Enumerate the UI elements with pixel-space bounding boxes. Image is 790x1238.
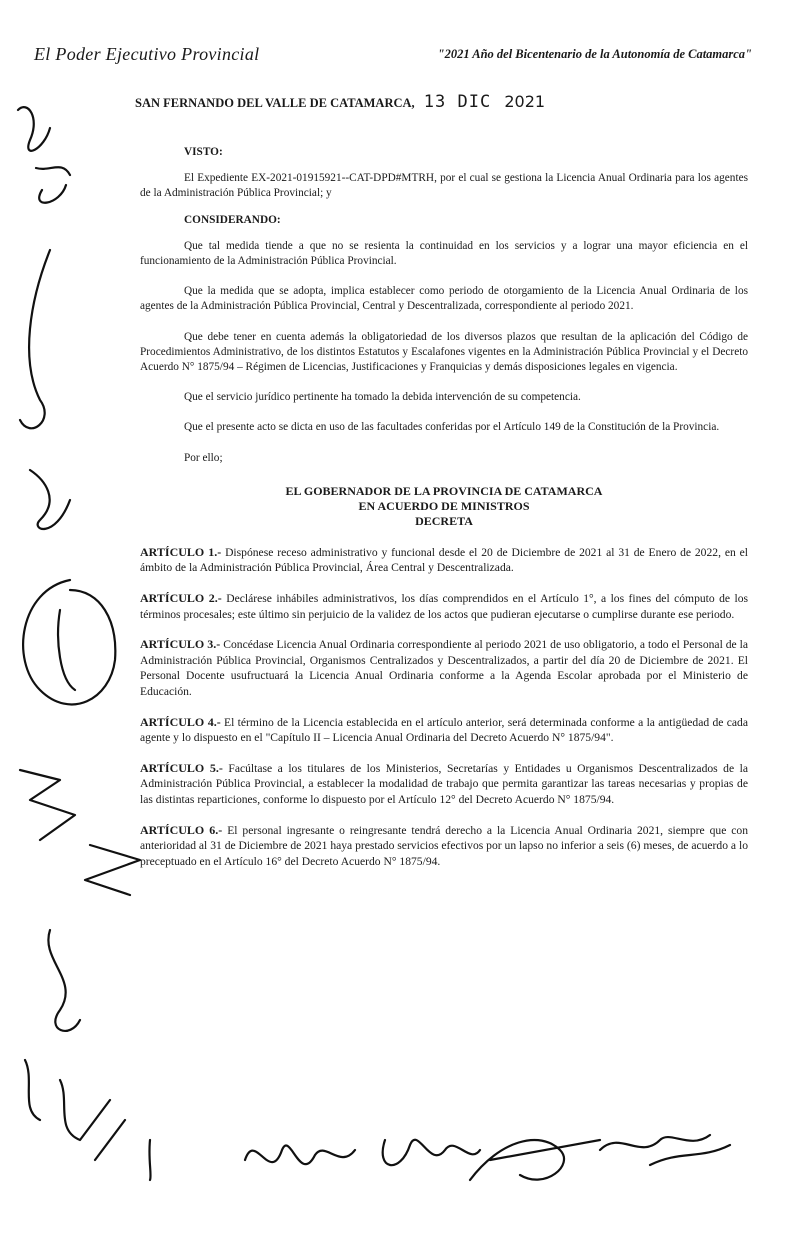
dateline-place: SAN FERNANDO DEL VALLE DE CATAMARCA, xyxy=(135,96,415,110)
article-label: ARTÍCULO 2.- xyxy=(140,591,222,606)
considerando-paragraph: Que tal medida tiende a que no se resienta la continuidad en los servicios y a lograr una mayor eficiencia en el funcionamiento de la Administración Pública Provincial. xyxy=(140,239,748,268)
article-text: El personal ingresante o reingresante tendrá derecho a la Licencia Anual Ordinaria 2021, siempre que con anterioridad al 31 de Diciembre de 2021 haya prestado servicios efectivos por un lapso no inferior a seis (6) meses, de acuerdo a lo preceptuado en el Artículo 16° del Decreto Acuerdo N° 1875/94. xyxy=(140,823,748,868)
signature-initial xyxy=(18,107,70,203)
considerando-paragraph: Que debe tener en cuenta además la obligatoriedad de los diversos plazos que resultan de la aplicación del Código de Procedimientos Administrativo, de los distintos Estatutos y Escalafones vigentes en la Administración Pública Provincial y el Decreto Acuerdo N° 1875/94 – Régimen de Licencias, Justificaciones y Franquicias y demás disposiciones legales en vigencia. xyxy=(140,330,748,374)
article-label: ARTÍCULO 4.- xyxy=(140,714,221,729)
signature-bottom xyxy=(470,1140,600,1180)
article-text: Dispónese receso administrativo y funcional desde el 20 de Diciembre de 2021 al 31 de Enero de 2022, en el ámbito de la Administración Pública Provincial, Área Central y Descentralizada. xyxy=(140,545,748,575)
article-text: El término de la Licencia establecida en el artículo anterior, será determinada conforme a la antigüedad de cada agente y lo dispuesto en el "Capítulo II – Licencia Anual Ordinaria del Decreto Acuerdo N° 1875/94". xyxy=(140,715,749,745)
por-ello: Por ello; xyxy=(184,451,223,464)
considerando-paragraph: Que el presente acto se dicta en uso de las facultades conferidas por el Artículo 149 de la Constitución de la Provincia. xyxy=(184,421,720,434)
signature-initial xyxy=(23,580,115,704)
decree-title-line-1: EL GOBERNADOR DE LA PROVINCIA DE CATAMARCA xyxy=(285,483,603,498)
header-right-motto: "2021 Año del Bicentenario de la Autonomía de Catamarca" xyxy=(437,47,752,61)
header-left-title: El Poder Ejecutivo Provincial xyxy=(34,44,260,64)
article-label: ARTÍCULO 1.- xyxy=(140,544,222,559)
signature-bottom xyxy=(600,1135,730,1165)
visto-heading: VISTO: xyxy=(184,146,223,158)
article-label: ARTÍCULO 5.- xyxy=(140,760,223,775)
article-text: Declárese inhábiles administrativos, los días comprendidos en el Artículo 1°, a los fines del cómputo de los términos procesales; este último sin perjuicio de la validez de los actos que pudieran ejecutarse o cumplirse durante ese periodo. xyxy=(140,592,749,621)
considerando-heading: CONSIDERANDO: xyxy=(184,213,281,226)
date-stamp-year: 2021 xyxy=(504,92,546,111)
signature-initial xyxy=(20,250,50,428)
article-text: Facúltase a los titulares de los Ministerios, Secretarías y Entidades u Organismos Descentralizados de la Administración Pública Provincial, a establecer la modalidad de trabajo que permita garantizar las tareas necesarias y propias de las distintas reparticiones, conforme lo dispuesto por el Artículo 12° del Decreto Acuerdo N° 1875/94. xyxy=(140,761,749,806)
signature-initial xyxy=(48,930,80,1031)
decree-title-line-3: DECRETA xyxy=(415,513,473,528)
considerando-paragraph: Que el servicio jurídico pertinente ha tomado la debida intervención de su competencia. xyxy=(184,391,581,404)
signature-initial xyxy=(30,470,70,529)
considerando-paragraph: Que la medida que se adopta, implica establecer como periodo de otorgamiento de la Licencia Anual Ordinaria de los agentes de la Administración Pública Provincial, Central y Descentralizada, correspondiente al periodo 2021. xyxy=(140,285,748,313)
decree-title-line-2: EN ACUERDO DE MINISTROS xyxy=(358,498,530,513)
article-text: Concédase Licencia Anual Ordinaria correspondiente al periodo 2021 de uso obligatorio, a todo el Personal de la Administración Pública Provincial, Organismos Centralizados y Descentralizados, a partir del día 20 de Diciembre de 2021. El Personal Docente usufructuará la Licencia Anual Ordinaria conforme a la Agenda Escolar aprobada por el Ministerio de Educación. xyxy=(140,638,749,698)
signature-initial xyxy=(25,1060,125,1160)
signature-bottom xyxy=(383,1140,480,1165)
signature-initial xyxy=(20,770,140,895)
signature-bottom xyxy=(245,1146,355,1165)
visto-text: El Expediente EX-2021-01915921--CAT-DPD#MTRH, por el cual se gestiona la Licencia Anual Ordinaria para los agentes de la Administración Pública Provincial; y xyxy=(140,172,748,200)
signature-bottom xyxy=(149,1140,150,1180)
date-stamp: 13 DIC xyxy=(423,92,492,112)
article-label: ARTÍCULO 3.- xyxy=(140,637,221,652)
article-label: ARTÍCULO 6.- xyxy=(140,822,223,837)
